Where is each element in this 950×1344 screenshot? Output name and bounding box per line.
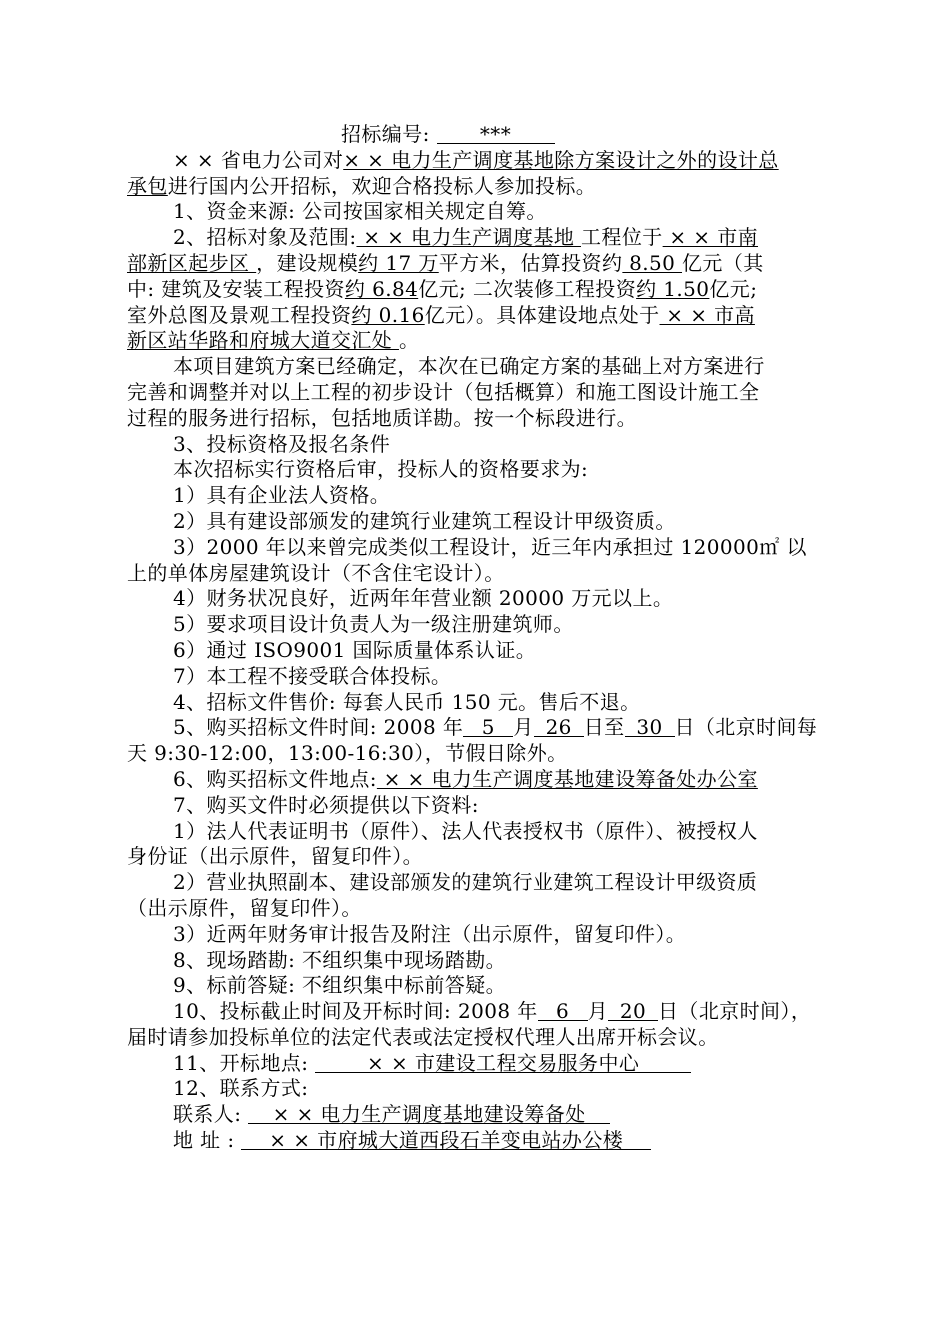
section-scope-line-5: 新区站华路和府城大道交汇处 。 — [127, 328, 420, 353]
scheme-paragraph-line-1: 本项目建筑方案已经确定，本次在已确定方案的基础上对方案进行 — [173, 354, 765, 379]
requirement-6: 6）通过 ISO9001 国际质量体系认证。 — [173, 637, 537, 662]
project-name: × × 电力生产调度基地除方案设计之外的设计总 — [343, 147, 779, 172]
document-3: 3）近两年财务审计报告及附注（出示原件，留复印件）。 — [173, 921, 687, 946]
section-scope-line-4: 室外总图及景观工程投资约 0.16亿元）。具体建设地点处于 × × 市高 — [127, 302, 755, 327]
section-deadline-line-1: 10、投标截止时间及开标时间: 2008 年 6 月 20 日（北京时间）， — [173, 999, 812, 1024]
section-site-visit: 8、现场踏勘: 不组织集中现场踏勘。 — [173, 947, 507, 972]
document-2-line-2: （出示原件，留复印件）。 — [127, 895, 362, 920]
section-pre-bid-qa: 9、标前答疑: 不组织集中标前答疑。 — [173, 973, 507, 998]
section-price: 4、招标文件售价: 每套人民币 150 元。售后不退。 — [173, 689, 641, 714]
document-1-line-1: 1）法人代表证明书（原件）、法人代表授权书（原件）、被授权人 — [173, 818, 758, 843]
qualification-intro: 本次招标实行资格后审，投标人的资格要求为: — [173, 457, 589, 482]
address-line: 地 址 : × × 市府城大道西段石羊变电站办公楼 — [127, 1128, 847, 1154]
section-qualification-heading: 3、投标资格及报名条件 — [173, 431, 391, 456]
requirement-4: 4）财务状况良好，近两年年营业额 20000 万元以上。 — [173, 586, 674, 611]
section-documents-heading: 7、购买文件时必须提供以下资料: — [173, 792, 479, 817]
tender-number-value: *** — [437, 122, 555, 144]
section-funding: 1、资金来源: 公司按国家相关规定自筹。 — [173, 199, 547, 224]
section-scope-line-3: 中: 建筑及安装工程投资约 6.84亿元; 二次装修工程投资约 1.50亿元; — [127, 276, 758, 301]
tender-number-line — [127, 122, 847, 148]
requirement-1: 1）具有企业法人资格。 — [173, 483, 391, 508]
section-opening-location: 11、开标地点: × × 市建设工程交易服务中心 — [127, 1051, 847, 1077]
scheme-paragraph-line-2: 完善和调整并对以上工程的初步设计（包括概算）和施工图设计施工全 — [127, 379, 760, 404]
intro-line-1: × × 省电力公司对× × 电力生产调度基地除方案设计之外的设计总 — [173, 147, 779, 172]
section-contact-heading: 12、联系方式: — [173, 1076, 309, 1101]
requirement-3-line-1: 3）2000 年以来曾完成类似工程设计，近三年内承担过 120000㎡ 以 — [173, 534, 807, 559]
intro-line-2: 承包进行国内公开招标，欢迎合格投标人参加投标。 — [127, 173, 597, 198]
section-deadline-line-2: 届时请参加投标单位的法定代表或法定授权代理人出席开标会议。 — [127, 1024, 719, 1049]
section-purchase-location: 6、购买招标文件地点: × × 电力生产调度基地建设筹备处办公室 — [173, 766, 758, 791]
contact-person-line: 联系人: × × 电力生产调度基地建设筹备处 — [127, 1102, 847, 1128]
scheme-paragraph-line-3: 过程的服务进行招标，包括地质详勘。按一个标段进行。 — [127, 405, 637, 430]
section-scope-line-1: 2、招标对象及范围: × × 电力生产调度基地 工程位于 × × 市南 — [173, 225, 759, 250]
section-scope-line-2: 部新区起步区 ，建设规模约 17 万平方米，估算投资约 8.50 亿元（其 — [127, 250, 764, 275]
tender-number-label: 招标编号: — [341, 122, 430, 146]
requirement-7: 7）本工程不接受联合体投标。 — [173, 663, 452, 688]
document-page — [127, 122, 847, 1154]
section-purchase-time-line-1: 5、购买招标文件时间: 2008 年 5 月 26 日至 30 日（北京时间每 — [173, 715, 818, 740]
requirement-2: 2）具有建设部颁发的建筑行业建筑工程设计甲级资质。 — [173, 508, 676, 533]
requirement-3-line-2: 上的单体房屋建筑设计（不含住宅设计）。 — [127, 560, 505, 585]
section-purchase-time-line-2: 天 9:30-12:00，13:00-16:30），节假日除外。 — [127, 741, 568, 766]
requirement-5: 5）要求项目设计负责人为一级注册建筑师。 — [173, 612, 574, 637]
document-1-line-2: 身份证（出示原件，留复印件）。 — [127, 844, 423, 869]
document-2-line-1: 2）营业执照副本、建设部颁发的建筑行业建筑工程设计甲级资质 — [173, 870, 758, 895]
